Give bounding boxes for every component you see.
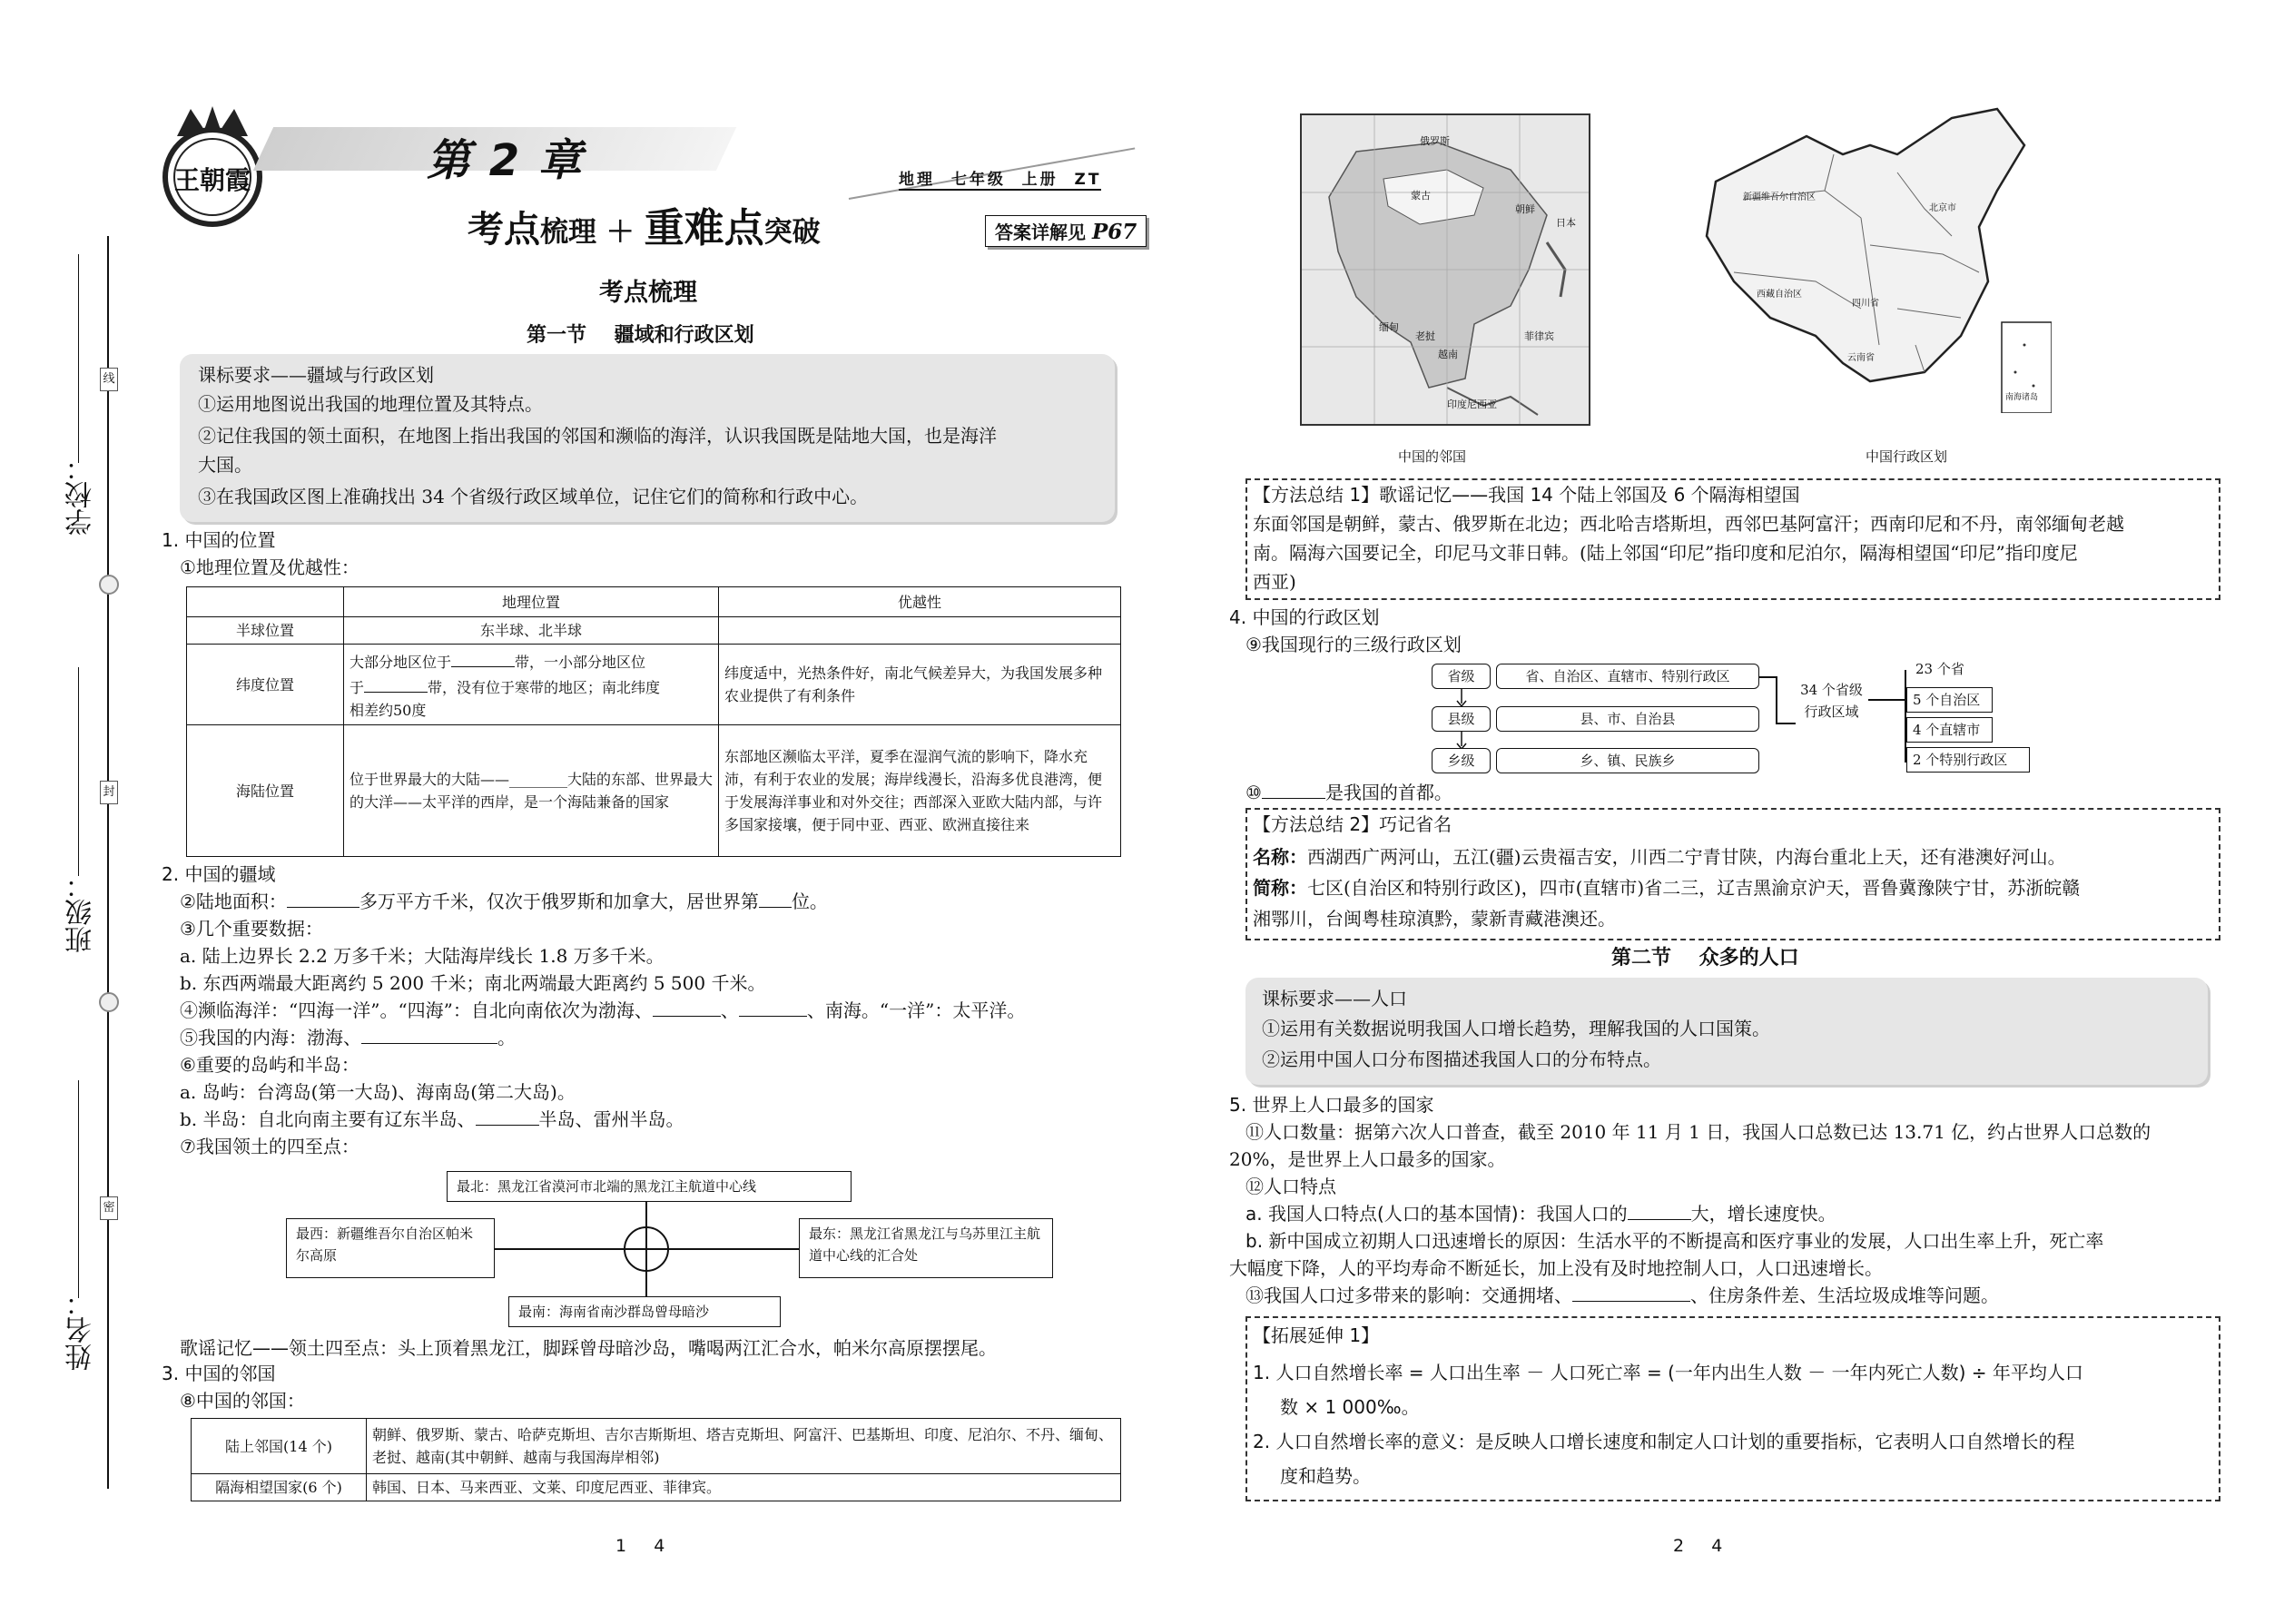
islands-line: a. 岛屿：台湾岛(第一大岛)、海南岛(第二大岛)。 xyxy=(180,1081,576,1103)
subject-tag: 地理 七年级 上册 ZT xyxy=(899,166,1101,191)
blank[interactable] xyxy=(759,889,792,908)
sub-item-provinces: 23 个省 xyxy=(1915,661,1964,677)
heading-location: 1. 中国的位置 xyxy=(162,529,276,551)
method-summary-1-title: 【方法总结 1】歌谣记忆——我国 14 个陆上邻国及 6 个隔海相望国 xyxy=(1253,484,1800,506)
subheading-three-levels: ⑨我国现行的三级行政区划 xyxy=(1245,634,1462,655)
page-number-right: 2 4 xyxy=(1673,1536,1723,1556)
chapter-title: 第 2 章 xyxy=(427,135,584,186)
requirement-item: ①运用地图说出我国的地理位置及其特点。 xyxy=(198,393,543,415)
blank[interactable] xyxy=(653,998,721,1017)
neighbors-map-icon xyxy=(1302,115,1589,424)
page-number-left: 1 4 xyxy=(615,1536,665,1556)
connector-line xyxy=(1759,676,1777,678)
method-summary-1-line: 西亚) xyxy=(1253,571,1296,593)
sea-neighbors-list: 韩国、日本、马来西亚、文莱、印度尼西亚、菲律宾。 xyxy=(367,1474,1121,1501)
table-row xyxy=(187,587,1121,617)
method-summary-1-line: 东面邻国是朝鲜，蒙古、俄罗斯在北边；西北哈吉塔斯坦，西邻巴基阿富汗；西南印尼和不丹，南邻缅甸老越 xyxy=(1253,513,2124,535)
level-town: 乡级 xyxy=(1432,748,1491,773)
row-label-latitude: 纬度位置 xyxy=(187,645,344,725)
answer-ref-box xyxy=(985,215,1147,247)
subheading-location: ①地理位置及优越性： xyxy=(180,556,359,578)
heading-territory: 2. 中国的疆域 xyxy=(162,863,276,885)
requirement-item: ②运用中国人口分布图描述我国人口的分布特点。 xyxy=(1262,1048,1661,1070)
map2-caption: 中国行政区划 xyxy=(1866,448,1948,465)
rhyme-line: 歌谣记忆——领土四至点：头上顶着黑龙江，脚踩曾母暗沙岛，嘴喝两江汇合水，帕米尔高原摆摆尾。 xyxy=(180,1337,997,1359)
requirement-item: ②记住我国的领土面积，在地图上指出我国的邻国和濒临的海洋，认识我国既是陆地大国，也是海洋 xyxy=(198,425,997,447)
extension-formula: 1. 人口自然增长率 = 人口出生率 － 人口死亡率 = (一年内出生人数 － 一年内死亡人数) ÷ 年平均人口 xyxy=(1253,1362,2083,1383)
map-china-provinces xyxy=(1689,100,2052,413)
latitude-advantage: 纬度适中，光热条件好，南北气候差异大，为我国发展多种农业提供了有利条件 xyxy=(719,645,1121,725)
province-abbr-line-2: 湘鄂川，台闽粤桂琼滇黔，蒙新青藏港澳还。 xyxy=(1253,908,1616,930)
map-china-neighbors xyxy=(1300,113,1590,426)
requirement-title: 课标要求——人口 xyxy=(1262,988,1407,1009)
extension-meaning: 2. 人口自然增长率的意义：是反映人口增长速度和制定人口计划的重要指标，它表明人口自然增长的程 xyxy=(1253,1431,2075,1452)
margin-rule xyxy=(107,236,109,1489)
table-cell xyxy=(187,587,344,617)
name-label: 姓名： xyxy=(65,1289,97,1371)
blank[interactable] xyxy=(1262,780,1325,799)
school-field-line xyxy=(78,254,79,463)
map-label: 老挝 xyxy=(1415,330,1435,342)
sea-neighbors-label: 隔海相望国家(6 个) xyxy=(192,1474,367,1501)
population-count-line-2: 20%，是世界上人口最多的国家。 xyxy=(1229,1148,1506,1170)
population-count-line: ⑪人口数量：据第六次人口普查，截至 2010 年 11 月 1 日，我国人口总数已达 13.71 亿，约占世界人口总数的 xyxy=(1245,1121,2151,1143)
province-names-line: 名称：西湖西广两河山，五江(疆)云贵福吉安，川西二宁青甘陕，内海台重北上天，还有港澳好河山。 xyxy=(1253,846,2066,868)
level-county: 县级 xyxy=(1432,706,1491,732)
extension-formula-2: 数 × 1 000‰。 xyxy=(1280,1396,1420,1418)
subheading-neighbors: ⑧中国的邻国： xyxy=(180,1390,305,1412)
heading-population: 5. 世界上人口最多的国家 xyxy=(1229,1094,1434,1116)
latitude-position: 大部分地区位于 带，一小部分地区位 于 带，没有位于寒带的地区；南北纬度 相差约50度 xyxy=(344,645,719,725)
hemisphere-position: 东半球、北半球 xyxy=(344,617,719,645)
sea-land-advantage: 东部地区濒临太平洋，夏季在湿润气流的影响下，降水充沛，有利于农业的发展；海岸线漫长，沿海多优良港湾，便于发展海洋事业和对外交往；西部深入亚欧大陆内部，与许多国家接壤，便于同中亚、西亚、欧洲直接往来 xyxy=(719,725,1121,857)
table-row xyxy=(187,617,1121,645)
peninsulas-line: b. 半岛：自北向南主要有辽东半岛、 半岛、雷州半岛。 xyxy=(180,1108,684,1130)
sea-land-position: 位于世界最大的大陆——________大陆的东部、世界最大的大洋——太平洋的西岸，是一个海陆兼备的国家 xyxy=(344,725,719,857)
map-label: 印度尼西亚 xyxy=(1447,399,1497,410)
requirement-item: ③在我国政区图上准确找出 34 个省级行政区域单位，记住它们的简称和行政中心。 xyxy=(198,486,869,507)
blank[interactable] xyxy=(287,889,359,908)
section2-title: 第二节 众多的人口 xyxy=(1611,947,1799,969)
map-label: 朝鲜 xyxy=(1515,203,1535,215)
inland-sea-line: ⑤我国的内海：渤海、 。 xyxy=(180,1027,516,1048)
blank[interactable] xyxy=(739,998,807,1017)
compass-cross-icon xyxy=(495,1202,799,1296)
map-label: 缅甸 xyxy=(1379,321,1399,333)
table-header-advantage: 优越性 xyxy=(719,587,1121,617)
south-point-box: 最南：海南省南沙群岛曾母暗沙 xyxy=(508,1296,781,1327)
answer-ref-page: P67 xyxy=(1091,220,1137,244)
blank[interactable] xyxy=(364,674,428,693)
requirement-title: 课标要求——疆域与行政区划 xyxy=(198,364,434,386)
key-data-heading: ③几个重要数据： xyxy=(180,918,323,940)
binding-hole xyxy=(99,992,119,1012)
blank[interactable] xyxy=(361,1025,497,1044)
method-summary-1-line: 南。隔海六国要记全，印尼马文菲日韩。(陆上邻国“印尼”指印度和尼泊尔，隔海相望国“印尼”指印度尼 xyxy=(1253,542,2078,564)
map-label: 俄罗斯 xyxy=(1420,135,1450,147)
title-part-d: 突破 xyxy=(763,216,821,249)
connector-line xyxy=(1776,723,1796,724)
population-features-heading: ⑫人口特点 xyxy=(1245,1176,1336,1197)
sub-item-sar: 2 个特别行政区 xyxy=(1906,747,2030,773)
extreme-points-heading: ⑦我国领土的四至点： xyxy=(180,1136,359,1157)
map-label: 西藏自治区 xyxy=(1757,290,1802,300)
table-row xyxy=(187,725,1121,857)
land-neighbors-label: 陆上邻国(14 个) xyxy=(192,1419,367,1474)
connector-line xyxy=(1868,699,1906,701)
answer-ref-label: 答案详解见 xyxy=(995,221,1092,243)
map-label: 北京市 xyxy=(1929,203,1956,213)
table-row xyxy=(192,1419,1121,1474)
land-area-line: ②陆地面积： 多万平方千米，仅次于俄罗斯和加拿大，居世界第 位。 xyxy=(180,891,828,912)
neighbors-table xyxy=(191,1418,1121,1501)
logo-badge xyxy=(159,104,266,227)
border-length-line: a. 陆上边界长 2.2 万多千米；大陆海岸线长 1.8 万多千米。 xyxy=(180,945,665,967)
title-part-b: 梳理 ＋ xyxy=(540,216,645,249)
west-point-box: 最西：新疆维吾尔自治区帕米尔高原 xyxy=(286,1218,495,1278)
map-label: 四川省 xyxy=(1852,299,1879,309)
map-label: 南海诸岛 xyxy=(2005,393,2039,402)
sub-item-municipalities: 4 个直辖市 xyxy=(1906,717,1993,743)
population-feature-b-2: 大幅度下降，人的平均寿命不断延长，加上没有及时地控制人口，人口迅速增长。 xyxy=(1229,1257,1883,1279)
class-field-line xyxy=(78,667,79,876)
seas-line: ④濒临海洋：“四海一洋”。“四海”：自北向南依次为渤海、 、 、南海。“一洋”：太平洋。 xyxy=(180,999,1026,1021)
extent-line: b. 东西两端最大距离约 5 200 千米；南北两端最大距离约 5 500 千米。 xyxy=(180,972,766,994)
extension-title: 【拓展延伸 1】 xyxy=(1253,1324,1380,1346)
province-abbr-line: 简称：七区(自治区和特别行政区)，四市(直辖市)省二三，辽吉黑渝京沪天，晋鲁冀豫陕宁甘，苏浙皖赣 xyxy=(1253,877,2081,899)
east-point-box: 最东：黑龙江省黑龙江与乌苏里江主航道中心线的汇合处 xyxy=(799,1218,1053,1278)
level-province: 省级 xyxy=(1432,664,1491,689)
population-feature-b: b. 新中国成立初期人口迅速增长的原因：生活水平的不断提高和医疗事业的发展，人口出生率上升，死亡率 xyxy=(1245,1230,2104,1252)
table-header-position: 地理位置 xyxy=(344,587,719,617)
extension-meaning-2: 度和趋势。 xyxy=(1280,1465,1371,1487)
school-label: 学校： xyxy=(65,454,97,536)
map-label: 越南 xyxy=(1438,349,1458,360)
row-label-hemisphere: 半球位置 xyxy=(187,617,344,645)
main-title xyxy=(468,195,821,253)
map-label: 新疆维吾尔自治区 xyxy=(1743,192,1816,202)
name-field-line xyxy=(78,1080,79,1298)
seal-line-mark: 线 xyxy=(100,368,118,391)
map-label: 云南省 xyxy=(1847,353,1875,363)
map-label: 日本 xyxy=(1556,217,1576,229)
level-town-value: 乡、镇、民族乡 xyxy=(1496,748,1759,773)
table-row xyxy=(187,645,1121,725)
blank[interactable] xyxy=(451,648,515,667)
section-heading: 考点梳理 xyxy=(599,279,697,307)
level-province-value: 省、自治区、直辖市、特别行政区 xyxy=(1496,664,1759,689)
requirement-item: 大国。 xyxy=(198,454,252,476)
blank[interactable] xyxy=(1628,1201,1691,1220)
islands-heading: ⑥重要的岛屿和半岛： xyxy=(180,1054,359,1076)
table-cell xyxy=(719,617,1121,645)
level-connector-arrows xyxy=(1452,689,1471,749)
section1-title: 第一节 疆域和行政区划 xyxy=(527,324,754,347)
province-total-label: 34 个省级行政区域 xyxy=(1800,682,1863,720)
heading-neighbors: 3. 中国的邻国 xyxy=(162,1363,276,1384)
overpopulation-impact-line: ⑬我国人口过多带来的影响：交通拥堵、 、住房条件差、生活垃圾成堆等问题。 xyxy=(1245,1284,1999,1306)
seal-secret-mark: 密 xyxy=(100,1196,118,1220)
binding-hole xyxy=(99,575,119,595)
seal-seal-mark: 封 xyxy=(100,781,118,804)
map1-caption: 中国的邻国 xyxy=(1398,448,1467,465)
table-row xyxy=(192,1474,1121,1501)
level-county-value: 县、市、自治县 xyxy=(1496,706,1759,732)
population-feature-a: a. 我国人口特点(人口的基本国情)：我国人口的 大，增长速度快。 xyxy=(1245,1203,1836,1225)
method-summary-2-title: 【方法总结 2】巧记省名 xyxy=(1253,813,1452,835)
map-label: 蒙古 xyxy=(1411,190,1431,202)
connector-line xyxy=(1776,676,1777,723)
map-label: 菲律宾 xyxy=(1524,330,1554,342)
title-part-a: 考点 xyxy=(468,208,540,251)
blank[interactable] xyxy=(1572,1283,1690,1302)
north-point-box: 最北：黑龙江省漠河市北端的黑龙江主航道中心线 xyxy=(447,1171,852,1202)
class-label: 班级： xyxy=(65,871,97,953)
blank[interactable] xyxy=(476,1107,539,1126)
sub-item-autonomous: 5 个自治区 xyxy=(1906,687,1993,713)
requirement-item: ①运用有关数据说明我国人口增长趋势，理解我国的人口国策。 xyxy=(1262,1018,1770,1039)
heading-admin-divisions: 4. 中国的行政区划 xyxy=(1229,606,1380,628)
logo-text: 王朝霞 xyxy=(173,165,251,195)
land-neighbors-list: 朝鲜、俄罗斯、蒙古、哈萨克斯坦、吉尔吉斯斯坦、塔吉克斯坦、阿富汗、巴基斯坦、印度、尼泊尔、不丹、缅甸、老挝、越南(其中朝鲜、越南与我国海岸相邻) xyxy=(367,1419,1121,1474)
row-label-sea-land: 海陆位置 xyxy=(187,725,344,857)
title-part-c: 重难点 xyxy=(644,205,764,251)
provinces-map-icon xyxy=(1689,100,2052,413)
location-table xyxy=(186,586,1121,857)
capital-line: ⑩ 是我国的首都。 xyxy=(1245,782,1452,803)
